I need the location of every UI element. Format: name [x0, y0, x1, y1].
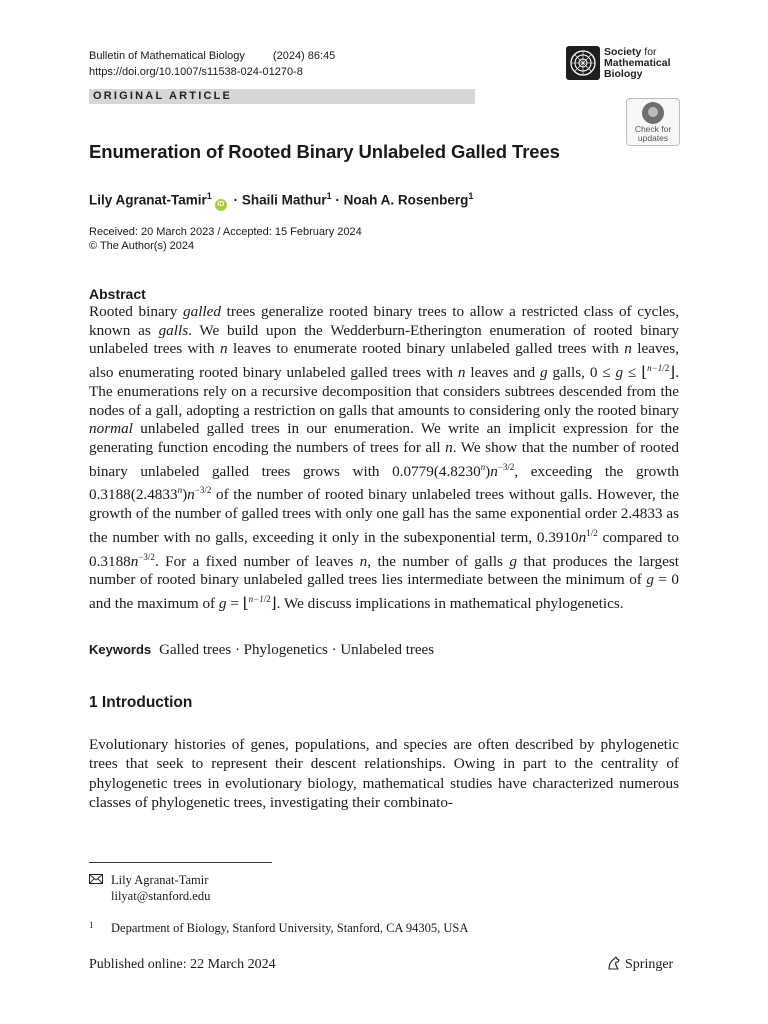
orcid-icon[interactable]: iD	[215, 199, 227, 211]
check-for-updates-button[interactable]	[626, 98, 680, 146]
author-separator: ·	[233, 192, 239, 208]
affiliation-text: Department of Biology, Stanford University, Stanford, CA 94305, USA	[111, 921, 469, 935]
society-name: Society for Mathematical Biology	[604, 46, 671, 80]
author-separator: ·	[335, 192, 340, 208]
springer-horse-icon	[606, 955, 622, 971]
keywords-list: Galled trees · Phylogenetics · Unlabeled trees	[159, 642, 435, 658]
article-type: ORIGINAL ARTICLE	[93, 90, 233, 102]
section-heading-introduction: 1 Introduction	[89, 694, 193, 711]
publisher-logo	[606, 955, 673, 974]
keywords	[89, 641, 434, 659]
author-name[interactable]: Lily Agranat-Tamir	[89, 192, 207, 208]
check-updates-label: Check for updates	[634, 124, 672, 143]
corresponding-author-email[interactable]: lilyat@stanford.edu	[111, 889, 211, 903]
footnote-divider	[89, 862, 272, 863]
received-accepted: Received: 20 March 2023 / Accepted: 15 February 2024	[89, 226, 362, 238]
abstract-body: Rooted binary galled trees generalize rooted binary trees to allow a restricted class of cycles, known as galls. We build upon the Wedderburn-Etherington enumeration of rooted binary unlabeled trees with n leaves to enumerate rooted binary unlabeled galled trees with n leaves, also enumerating rooted binary unlabeled galled trees with n leaves and g galls, 0 ≤ g ≤ ⌊$^{n-1/2}$⌋. The enumerations rely on a recursive decomposition that considers subtrees descended from the nodes of a gall, adopting a restriction on galls that amounts to considering only the rooted binary normal unlabeled galled trees in our enumeration. We write an implicit expression for the generating function encoding the numbers of trees for all n. We show that the number of rooted binary unlabeled galled trees grows with $0.0779(4.8230^n)n^{-3/2}$, exceeding the growth $0.3188(2.4833^n)n^{-3/2}$ of the number of rooted binary unlabeled trees without galls. However, the growth of the number of galled trees with only one gall has the same exponential order 2.4833 as the number with no galls, exceeding it only in the subexponential term, $0.3910n^{1/2}$ compared to $0.3188n^{-3/2}$. For a fixed number of leaves n, the number of galls g that produces the largest number of rooted binary unlabeled galled trees lies intermediate between the minimum of g = 0 and the maximum of g = ⌊$^{n-1/2}$⌋. We discuss implications in mathematical phylogenetics.	[89, 303, 680, 613]
check-updates-icon	[642, 102, 664, 124]
published-online: Published online: 22 March 2024	[89, 957, 276, 972]
doi-link[interactable]: https://doi.org/10.1007/s11538-024-01270-8	[89, 66, 303, 78]
corresponding-author-name: Lily Agranat-Tamir	[111, 873, 209, 887]
affiliation-number: 1	[89, 920, 94, 930]
author-name[interactable]: Noah A. Rosenberg	[343, 192, 469, 208]
society-spiral-logo-icon	[566, 46, 600, 80]
journal-volume: (2024) 86:45	[272, 50, 336, 62]
affiliation-footnote	[89, 917, 468, 936]
envelope-icon	[89, 874, 103, 884]
abstract-heading: Abstract	[89, 286, 146, 302]
society-logo-block	[566, 46, 686, 82]
keywords-heading: Keywords	[89, 642, 152, 657]
author-list	[89, 187, 473, 211]
journal-citation	[89, 48, 335, 80]
publisher-name: Springer	[625, 957, 674, 972]
affiliation-marker: 1	[326, 191, 332, 201]
copyright: © The Author(s) 2024	[89, 240, 195, 252]
article-title: Enumeration of Rooted Binary Unlabeled Galled Trees	[89, 141, 560, 162]
author-name[interactable]: Shaili Mathur	[241, 192, 327, 208]
introduction-body: Evolutionary histories of genes, populations, and species are often described by phylogenetic trees that seek to represent their descent relationships. Owing in part to the centrality of phylogenetic trees in evolutionary biology, mathematical studies have characterized numerous classes of phylogenetic trees, investigating their combinato-	[89, 736, 679, 811]
journal-name: Bulletin of Mathematical Biology	[89, 50, 245, 62]
article-type-band	[89, 89, 475, 104]
corresponding-author-footnote	[89, 872, 210, 904]
affiliation-marker: 1	[468, 191, 474, 201]
article-dates	[89, 225, 362, 253]
affiliation-marker: 1	[206, 191, 212, 201]
